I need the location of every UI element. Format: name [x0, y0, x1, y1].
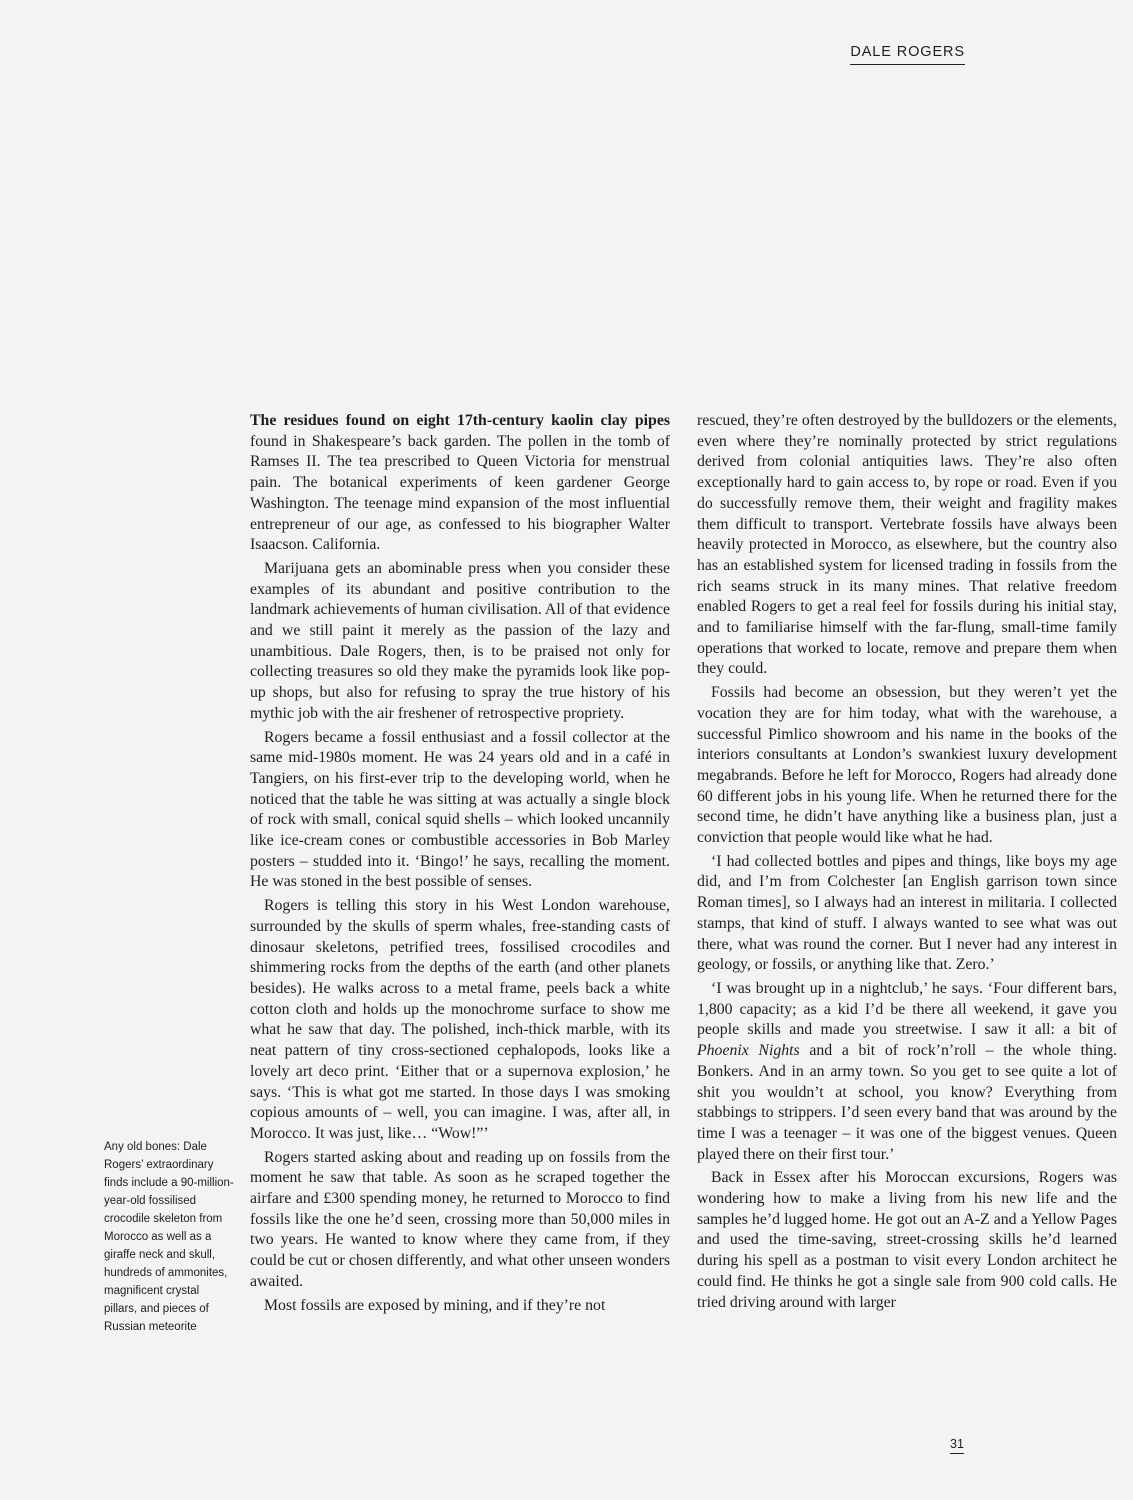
lead-text: found in Shakespeare’s back garden. The pollen in the tomb of Ramses II. The tea prescribed to Queen Victoria for menstrual pain. The botanical experiments of keen gardener George Washington. The teenage mind expansion of the most influential entrepreneur of our age, as confessed to his biographer Walter Isaacson. California.	[250, 432, 670, 554]
paragraph-9-text-b: and a bit of rock’n’roll – the whole thing. Bonkers. And in an army town. So you get to see quite a lot of shit you wouldn’t at school, you know? Everything from stabbings to strippers. I’d seen every band that was around by the time I was a teenager – it was one of the biggest venues. Queen played there on their first tour.’	[697, 1042, 1117, 1163]
phoenix-nights-title: Phoenix Nights	[697, 1042, 800, 1060]
paragraph-7: Fossils had become an obsession, but they weren’t yet the vocation they are for him today, what with the warehouse, a successful Pimlico showroom and his name in the books of the interiors consultants at London’s swankiest luxury development megabrands. Before he left for Morocco, Rogers had already done 60 different jobs in his young life. When he returned there for the second time, he didn’t have anything like a business plan, just a conviction that people would like what he had.	[697, 684, 1117, 847]
paragraph-5: Rogers started asking about and reading up on fossils from the moment he saw that table. As soon as he scraped together the airfare and £300 spending money, he returned to Morocco to find fossils like the one he’d seen, crossing more than 50,000 miles in two years. He wanted to know where they came from, if they could be cut or chosen differently, and what other unseen wonders awaited.	[250, 1148, 670, 1290]
paragraph-6: Most fossils are exposed by mining, and if they’re not	[264, 1296, 606, 1314]
paragraph-8: ‘I had collected bottles and pipes and things, like boys my age did, and I’m from Colchester [an English garrison town since Roman times], so I always had an interest in militaria. I collected stamps, that kind of stuff. I always wanted to see what was out there, what was round the corner. But I never had any interest in geology, or fossils, or anything like that. Zero.’	[697, 852, 1117, 974]
running-head: DALE ROGERS	[850, 44, 965, 65]
paragraph-4: Rogers is telling this story in his West London warehouse, surrounded by the skulls of sperm whales, free-standing casts of dinosaur skeletons, petrified trees, fossilised crocodiles and shimmering rocks from the depths of the earth (and other planets besides). He walks across to a metal frame, peels back a white cotton cloth and holds up the monochrome surface to show me what he saw that day. The polished, inch-thick marble, with its neat pattern of tiny cross-sectioned cephalopods, looks like a lovely art deco print. ‘Either that or a supernova explosion,’ he says. ‘This is what got me started. In those days I was smoking copious amounts of – well, you can imagine. I was, after all, in Morocco. It was just, like… “Wow!”’	[250, 897, 670, 1142]
photo-caption: Any old bones: Dale Rogers’ extraordinary finds include a 90-million-year-old fossilised crocodile skeleton from Morocco as well as a giraffe neck and skull, hundreds of ammonites, magnificent crystal pillars, and pieces of Russian meteorite	[104, 1141, 234, 1333]
paragraph-9	[697, 979, 1117, 1165]
paragraph-6-continued: rescued, they’re often destroyed by the bulldozers or the elements, even where they’re nominally protected by strict regulations derived from colonial antiquities laws. They’re also often exceptionally hard to gain access to, by rope or road. Even if you do successfully remove them, their weight and fragility makes them difficult to transport. Vertebrate fossils have always been heavily protected in Morocco, as elsewhere, but the country also has an established system for licensed trading in fossils from the rich seams struck in its many mines. That relative freedom enabled Rogers to get a real feel for fossils during his initial stay, and to familiarise himself with the far-flung, small-time family operations that worked to locate, remove and prepare them when they could.	[697, 412, 1117, 678]
article-column-left	[250, 411, 670, 1319]
lead-paragraph	[250, 411, 670, 556]
page-number: 31	[950, 1437, 964, 1454]
paragraph-9-text-a: ‘I was brought up in a nightclub,’ he says. ‘Four different bars, 1,800 capacity; as a kid I’d be there all weekend, it gave you people skills and made you streetwise. I saw it all: a bit of	[697, 979, 1117, 1039]
paragraph-3: Rogers became a fossil enthusiast and a fossil collector at the same mid-1980s moment. He was 24 years old and in a café in Tangiers, on his first-ever trip to the developing world, when he noticed that the table he was sitting at was actually a single block of rock with small, conical squid shells – which looked uncannily like ice-cream cones or combustible accessories in Bob Marley posters – studded into it. ‘Bingo!’ he says, recalling the moment. He was stoned in the best possible of senses.	[250, 728, 670, 891]
lead-bold-text: The residues found on eight 17th-century kaolin clay pipes	[250, 412, 670, 429]
article-column-right	[697, 411, 1117, 1316]
paragraph-10: Back in Essex after his Moroccan excursions, Rogers was wondering how to make a living from his new life and the samples he’d lugged home. He got out an A-Z and a Yellow Pages and used the time-saving, street-crossing skills he’d learned during his spell as a postman to visit every London architect he could find. He thinks he got a single sale from 900 cold calls. He tried driving around with larger	[697, 1169, 1117, 1311]
paragraph-2: Marijuana gets an abominable press when you consider these examples of its abundant and positive contribution to the landmark achievements of human civilisation. All of that evidence and we still paint it merely as the passion of the lazy and unambitious. Dale Rogers, then, is to be praised not only for collecting treasures so old they make the pyramids look like pop-up shops, but also for refusing to spray the true history of his mythic job with the air freshener of retrospective propriety.	[250, 559, 670, 722]
